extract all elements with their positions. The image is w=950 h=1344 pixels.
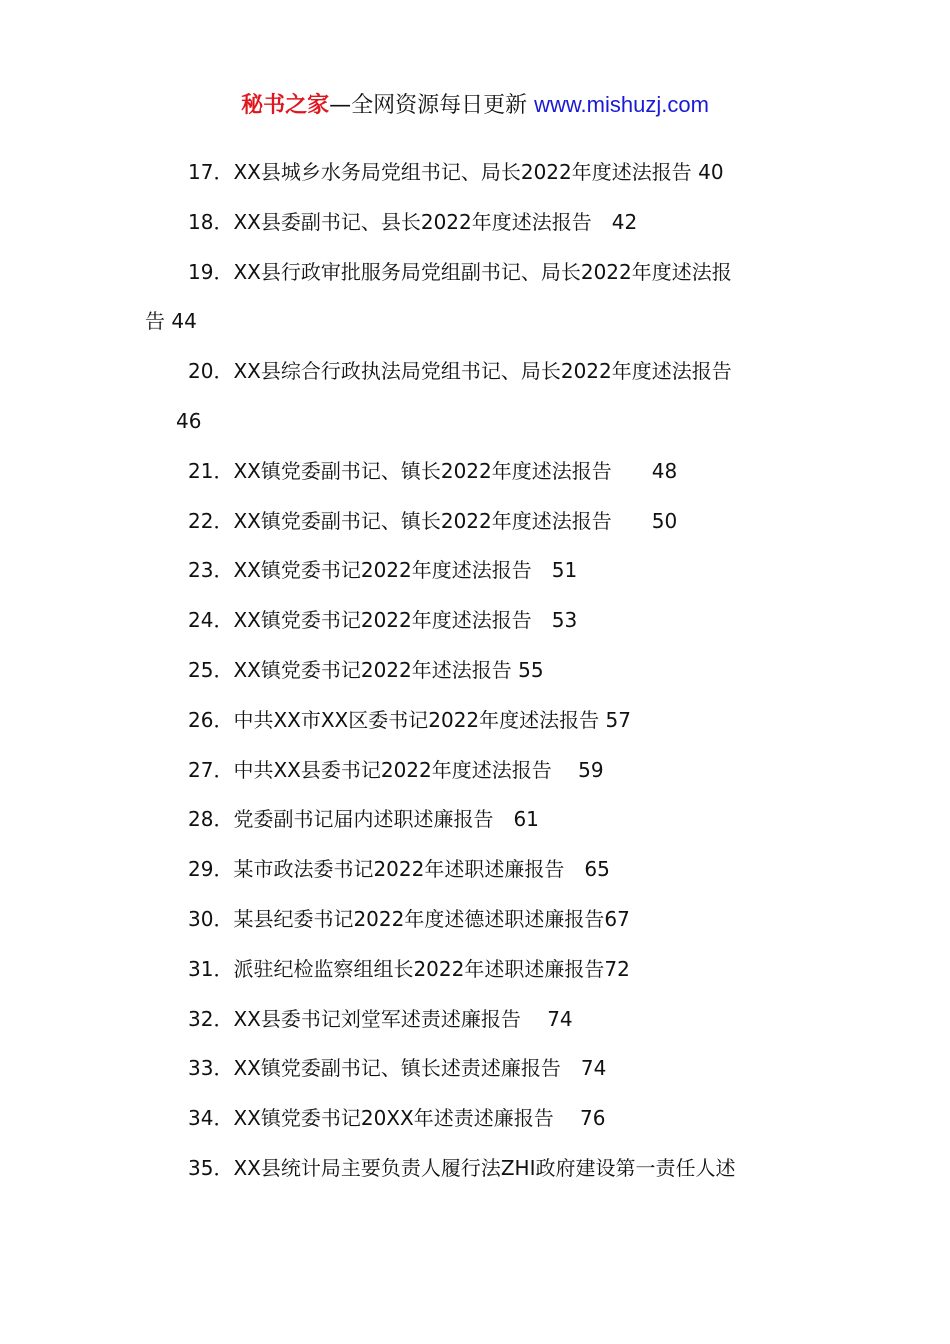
toc-entry[interactable]: 33．XX镇党委副书记、镇长述责述廉报告 74 (188, 1056, 607, 1081)
toc-entry[interactable]: 25．XX镇党委书记2022年述法报告 55 (188, 657, 544, 682)
table-of-contents (0, 148, 950, 1194)
toc-entry[interactable]: 30．某县纪委书记2022年度述德述职述廉报告67 (188, 906, 630, 931)
toc-entry[interactable]: 24．XX镇党委书记2022年度述法报告 53 (188, 608, 578, 633)
toc-entry[interactable]: 31．派驻纪检监察组组长2022年述职述廉报告72 (188, 956, 630, 981)
toc-entry[interactable]: 18．XX县委副书记、县长2022年度述法报告 42 (188, 209, 638, 234)
toc-entry[interactable]: 28．党委副书记届内述职述廉报告 61 (188, 807, 539, 832)
site-url-link[interactable]: www.mishuzj.com (534, 92, 709, 117)
brand-name: 秘书之家 (241, 93, 330, 118)
toc-entry-continuation[interactable]: 46 (176, 408, 202, 433)
toc-entry[interactable]: 22．XX镇党委副书记、镇长2022年度述法报告 50 (188, 508, 678, 533)
toc-entry[interactable]: 27．中共XX县委书记2022年度述法报告 59 (188, 757, 604, 782)
toc-entry[interactable]: 29．某市政法委书记2022年述职述廉报告 65 (188, 857, 610, 882)
toc-entry[interactable]: 19．XX县行政审批服务局党组副书记、局长2022年度述法报 (188, 259, 732, 284)
toc-entry[interactable]: 34．XX镇党委书记20XX年述责述廉报告 76 (188, 1106, 606, 1131)
toc-entry[interactable]: 35．XX县统计局主要负责人履行法ZHI政府建设第一责任人述 (188, 1155, 736, 1180)
page-header (0, 88, 950, 123)
toc-entry[interactable]: 23．XX镇党委书记2022年度述法报告 51 (188, 558, 578, 583)
toc-entry[interactable]: 20．XX县综合行政执法局党组书记、局长2022年度述法报告 (188, 359, 732, 384)
toc-entry[interactable]: 26．中共XX市XX区委书记2022年度述法报告 57 (188, 707, 631, 732)
toc-entry-continuation[interactable]: 告 44 (145, 309, 197, 334)
toc-entry[interactable]: 17．XX县城乡水务局党组书记、局长2022年度述法报告 40 (188, 160, 724, 184)
header-tagline: —全网资源每日更新 (329, 93, 528, 118)
toc-entry[interactable]: 32．XX县委书记刘堂军述责述廉报告 74 (188, 1006, 573, 1031)
toc-entry[interactable]: 21．XX镇党委副书记、镇长2022年度述法报告 48 (188, 458, 678, 483)
